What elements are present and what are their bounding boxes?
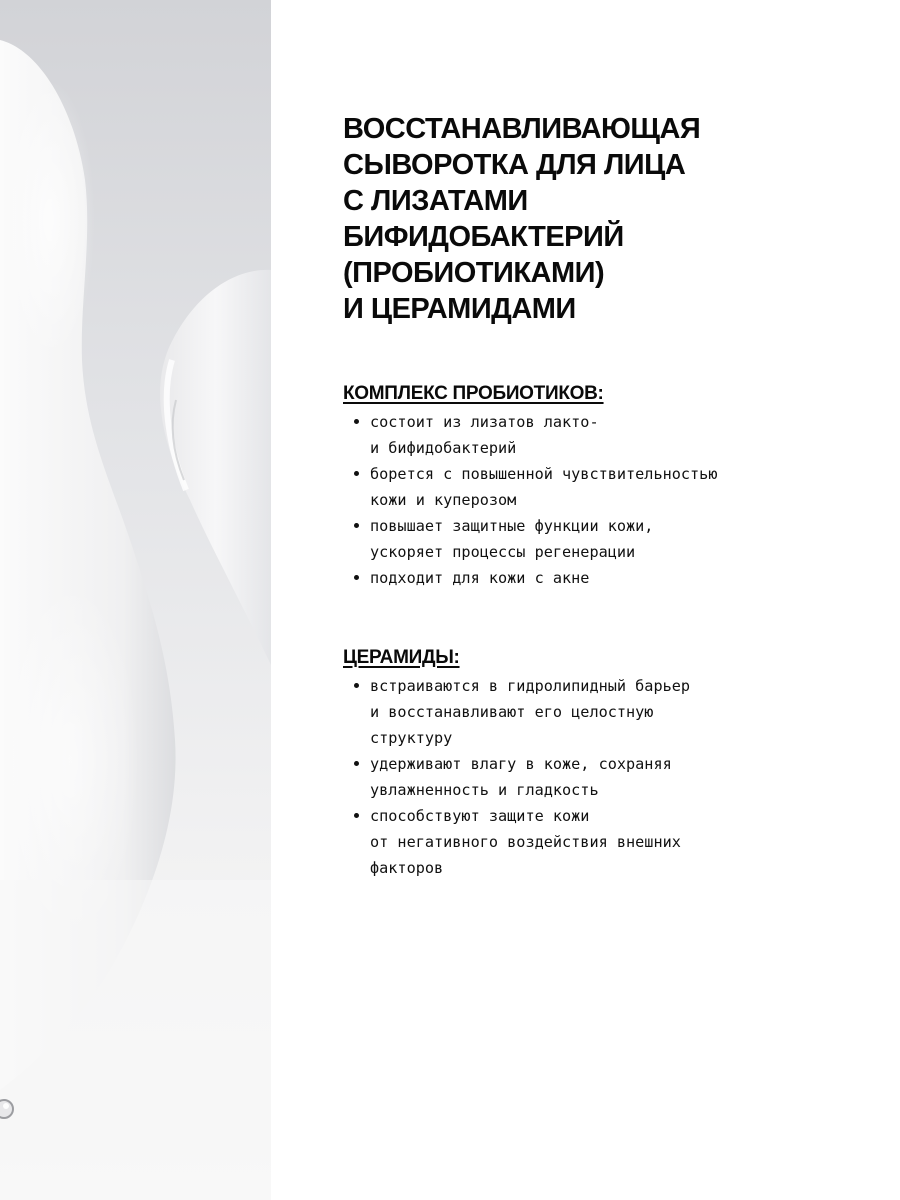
list-item-text: факторов — [370, 859, 444, 877]
list-item-text: структуру — [370, 729, 453, 747]
section-heading: КОМПЛЕКС ПРОБИОТИКОВ: — [343, 383, 604, 404]
list-item — [343, 673, 843, 751]
serum-texture-photo — [0, 0, 271, 1200]
list-item — [343, 409, 843, 461]
list-item-text: повышает защитные функции кожи, — [370, 517, 654, 535]
list-item-text: встраиваются в гидролипидный барьер — [370, 677, 691, 695]
list-item-text: ускоряет процессы регенерации — [370, 543, 636, 561]
list-item-text: подходит для кожи с акне — [370, 569, 590, 587]
section-heading: ЦЕРАМИДЫ: — [343, 647, 460, 668]
list-item — [343, 751, 843, 803]
ceramides-section — [343, 646, 843, 881]
probiotic-complex-section — [343, 382, 843, 591]
list-item-text: состоит из лизатов лакто- — [370, 413, 599, 431]
product-title — [343, 111, 843, 327]
list-item-text: способствуют защите кожи — [370, 807, 590, 825]
bullet-list — [343, 673, 843, 881]
list-item-text: кожи и куперозом — [370, 491, 517, 509]
list-item — [343, 461, 843, 513]
list-item-text: увлажненность и гладкость — [370, 781, 599, 799]
list-item-text: удерживают влагу в коже, сохраняя — [370, 755, 672, 773]
title-line: (ПРОБИОТИКАМИ) — [343, 257, 605, 289]
title-line: И ЦЕРАМИДАМИ — [343, 293, 576, 325]
list-item — [343, 565, 843, 591]
list-item-text: и восстанавливают его целостную — [370, 703, 654, 721]
title-line: С ЛИЗАТАМИ — [343, 185, 528, 217]
text-column — [343, 111, 843, 881]
title-line: БИФИДОБАКТЕРИЙ — [343, 221, 624, 253]
list-item-text: от негативного воздействия внешних — [370, 833, 681, 851]
title-line: СЫВОРОТКА ДЛЯ ЛИЦА — [343, 149, 686, 181]
list-item-text: борется с повышенной чувствительностью — [370, 465, 718, 483]
list-item — [343, 513, 843, 565]
title-line: ВОССТАНАВЛИВАЮЩАЯ — [343, 113, 701, 145]
list-item-text: и бифидобактерий — [370, 439, 517, 457]
list-item — [343, 803, 843, 881]
bullet-list — [343, 409, 843, 591]
